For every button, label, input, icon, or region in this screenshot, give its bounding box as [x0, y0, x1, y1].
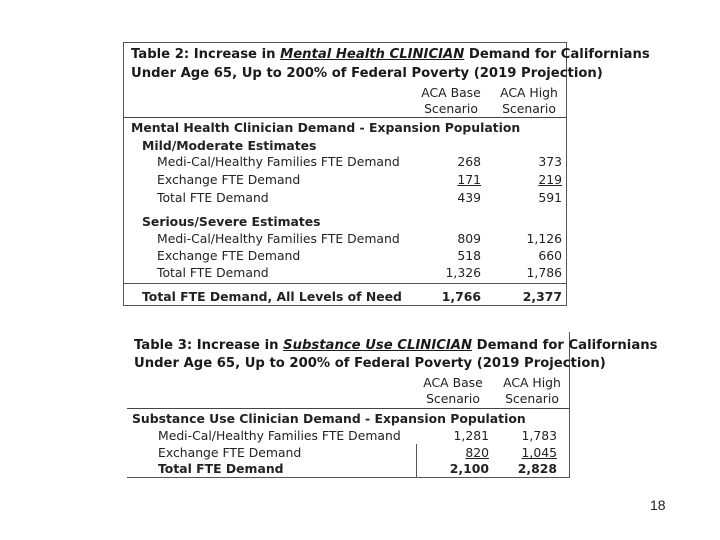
- total-high: 2,377: [522, 289, 562, 304]
- total-high: 2,828: [517, 461, 557, 476]
- value-high: 219: [538, 172, 562, 187]
- value-base: 268: [457, 154, 481, 169]
- col-header-high: [497, 375, 567, 407]
- total-base: 2,100: [449, 461, 489, 476]
- table-3-substance-use: [127, 332, 658, 478]
- table-3-title: [134, 336, 657, 355]
- section-header: Substance Use Clinician Demand - Expansion Population: [132, 411, 526, 426]
- row-label: Medi-Cal/Healthy Families FTE Demand: [157, 231, 400, 246]
- group1-label: Mild/Moderate Estimates: [142, 138, 317, 153]
- col-header-high: [494, 85, 564, 117]
- value-high: 1,783: [521, 428, 557, 443]
- section-header-row: [127, 410, 569, 427]
- title-suffix: Demand for Californians: [464, 47, 650, 62]
- table-row: [124, 171, 566, 188]
- row-label: Medi-Cal/Healthy Families FTE Demand: [158, 428, 401, 443]
- value-high: 373: [538, 154, 562, 169]
- title-highlight: Substance Use CLINICIAN: [283, 338, 473, 353]
- col-header-high-line2: Scenario: [502, 101, 556, 116]
- table-row: [124, 153, 566, 170]
- table-row: [124, 230, 566, 247]
- col-header-high-line1: ACA High: [503, 375, 561, 390]
- col-header-base: [418, 375, 488, 407]
- table-row: [127, 444, 569, 461]
- total-label: Total FTE Demand, All Levels of Need: [142, 289, 402, 304]
- col-header-base: [416, 85, 486, 117]
- table-row: [124, 189, 566, 206]
- row-label: Exchange FTE Demand: [157, 172, 301, 187]
- value-high: 1,126: [526, 231, 562, 246]
- column-divider: [416, 444, 417, 477]
- col-header-base-line1: ACA Base: [423, 375, 483, 390]
- table-2-mental-health: [123, 42, 650, 306]
- value-base: 518: [457, 248, 481, 263]
- value-high: 1,045: [521, 445, 557, 460]
- row-label: Total FTE Demand: [157, 190, 269, 205]
- col-header-high-line2: Scenario: [505, 391, 559, 406]
- total-label: Total FTE Demand: [158, 461, 284, 476]
- group-header-row: [124, 213, 566, 230]
- table-row: [127, 427, 569, 444]
- title-prefix: Table 2: Increase in: [131, 47, 281, 62]
- value-base: 171: [457, 172, 481, 187]
- header-divider: [127, 408, 569, 409]
- table-2-title: [131, 45, 650, 64]
- group-header-row: [124, 137, 566, 154]
- section-header: Mental Health Clinician Demand - Expansion Population: [131, 120, 521, 135]
- total-row: [124, 288, 566, 305]
- row-label: Exchange FTE Demand: [158, 445, 302, 460]
- col-header-high-line1: ACA High: [500, 85, 558, 100]
- table-row: [124, 247, 566, 264]
- row-label: Medi-Cal/Healthy Families FTE Demand: [157, 154, 400, 169]
- col-header-base-line1: ACA Base: [421, 85, 481, 100]
- group2-label: Serious/Severe Estimates: [142, 214, 321, 229]
- value-base: 1,281: [453, 428, 489, 443]
- value-high: 660: [538, 248, 562, 263]
- header-divider: [124, 117, 566, 118]
- value-high: 591: [538, 190, 562, 205]
- row-label: Total FTE Demand: [157, 265, 269, 280]
- value-high: 1,786: [526, 265, 562, 280]
- value-base: 439: [457, 190, 481, 205]
- table-3-title-line2: Under Age 65, Up to 200% of Federal Poverty (2019 Projection): [134, 356, 606, 371]
- page-number: 18: [650, 497, 666, 513]
- title-suffix: Demand for Californians: [472, 338, 658, 353]
- value-base: 1,326: [445, 265, 481, 280]
- table-row: [124, 264, 566, 281]
- value-base: 809: [457, 231, 481, 246]
- total-row: [127, 460, 569, 477]
- value-base: 820: [465, 445, 489, 460]
- total-base: 1,766: [441, 289, 481, 304]
- row-label: Exchange FTE Demand: [157, 248, 301, 263]
- total-divider: [124, 283, 566, 284]
- title-highlight: Mental Health CLINICIAN: [280, 47, 465, 62]
- col-header-base-line2: Scenario: [426, 391, 480, 406]
- table-2-title-line2: Under Age 65, Up to 200% of Federal Poverty (2019 Projection): [131, 66, 603, 81]
- col-header-base-line2: Scenario: [424, 101, 478, 116]
- title-prefix: Table 3: Increase in: [134, 338, 284, 353]
- section-header-row: [124, 119, 566, 136]
